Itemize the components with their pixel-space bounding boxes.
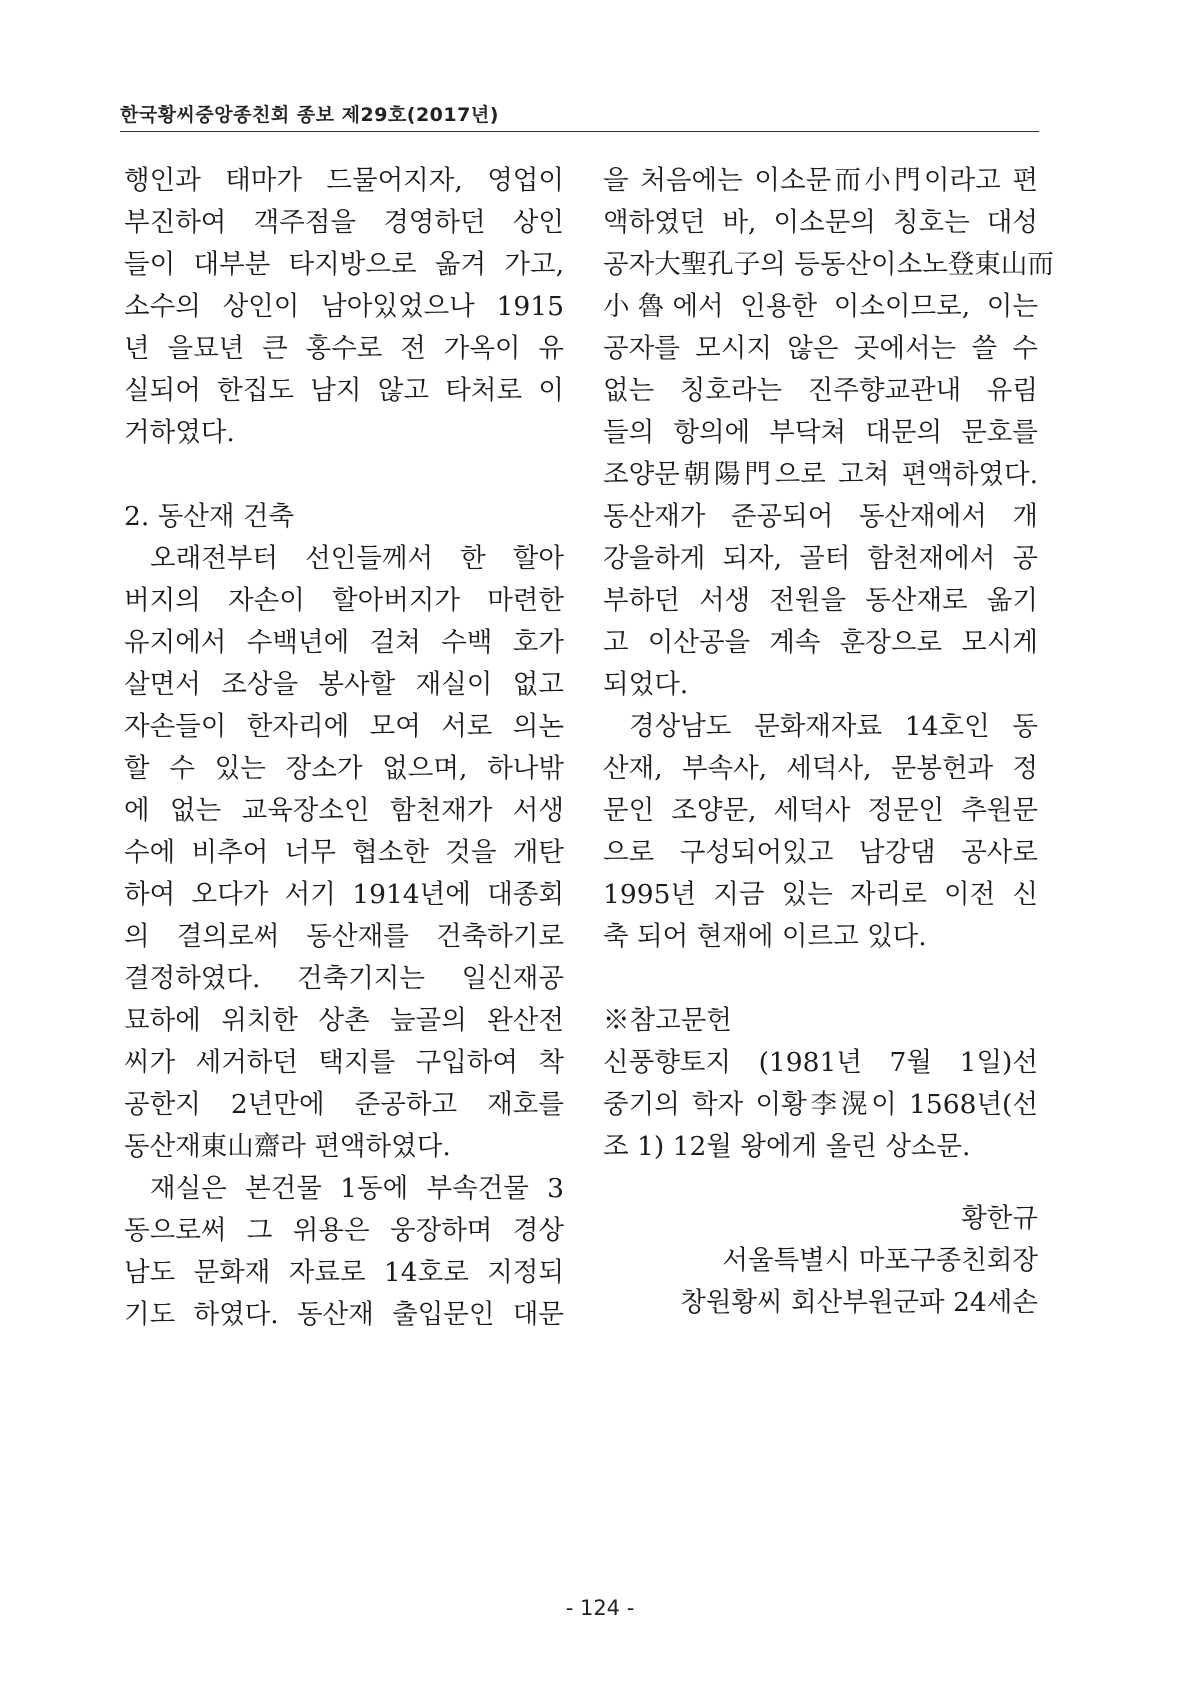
text-line: 산재, 부속사, 세덕사, 문봉헌과 정	[603, 753, 1038, 784]
text-line: 들이 대부분 타지방으로 옮겨 가고,	[124, 249, 564, 280]
text-line: 으로 구성되어있고 남강댐 공사로	[603, 837, 1038, 868]
text-line: 오래전부터 선인들께서 한 할아	[150, 543, 564, 574]
author-name: 황한규	[961, 1203, 1038, 1234]
text-line: 버지의 자손이 할아버지가 마련한	[124, 585, 564, 616]
left-text-column	[124, 160, 564, 1336]
text-line: 조양문朝陽門으로 고쳐 편액하였다.	[603, 459, 1038, 490]
references-heading: ※참고문헌	[603, 1005, 732, 1036]
reference-line: 중기의 학자 이황李滉이 1568년(선	[603, 1089, 1038, 1120]
signature-gap	[603, 1168, 1038, 1198]
reference-line: 신풍향토지 (1981년 7월 1일)선	[603, 1047, 1038, 1078]
right-text-column	[603, 160, 1054, 1324]
section-heading: 2. 동산재 건축	[124, 501, 295, 532]
text-line: 축 되어 현재에 이르고 있다.	[603, 921, 927, 952]
text-line: 거하였다.	[124, 417, 235, 448]
text-line: 유지에서 수백년에 걸쳐 수백 호가	[124, 627, 564, 658]
blank-line	[124, 454, 564, 496]
text-line: 묘하에 위치한 상촌 늪골의 완산전	[124, 1005, 564, 1036]
text-line: 공한지 2년만에 준공하고 재호를	[124, 1089, 564, 1120]
header-divider	[120, 131, 1039, 132]
text-line: 수에 비추어 너무 협소한 것을 개탄	[124, 837, 564, 868]
text-line: 기도 하였다. 동산재 출입문인 대문	[124, 1299, 564, 1330]
text-line: 동산재東山齋라 편액하였다.	[124, 1131, 451, 1162]
text-line: 하여 오다가 서기 1914년에 대종회	[124, 879, 564, 910]
text-line: 살면서 조상을 봉사할 재실이 없고	[124, 669, 564, 700]
text-line: 액하였던 바, 이소문의 칭호는 대성	[603, 207, 1038, 238]
text-line: 동으로써 그 위용은 웅장하며 경상	[124, 1215, 564, 1246]
text-line: 小魯에서 인용한 이소이므로, 이는	[603, 291, 1038, 322]
running-header: 한국황씨중앙종친회 종보 제29호(2017년)	[120, 104, 499, 126]
text-line: 1995년 지금 있는 자리로 이전 신	[603, 879, 1038, 910]
text-line: 재실은 본건물 1동에 부속건물 3	[150, 1173, 564, 1204]
text-line: 행인과 태마가 드물어지자, 영업이	[124, 165, 564, 196]
blank-line	[603, 958, 1038, 1000]
text-line: 강을하게 되자, 골터 함천재에서 공	[603, 543, 1038, 574]
text-line: 문인 조양문, 세덕사 정문인 추원문	[603, 795, 1038, 826]
text-line: 부하던 서생 전원을 동산재로 옮기	[603, 585, 1038, 616]
author-title: 서울특별시 마포구종친회장	[722, 1245, 1038, 1276]
text-line: 없는 칭호라는 진주향교관내 유림	[603, 375, 1038, 406]
text-line: 고 이산공을 계속 훈장으로 모시게	[603, 627, 1038, 658]
text-line: 씨가 세거하던 택지를 구입하여 착	[124, 1047, 564, 1078]
text-line: 공자를 모시지 않은 곳에서는 쓸 수	[603, 333, 1038, 364]
text-line: 부진하여 객주점을 경영하던 상인	[124, 207, 564, 238]
text-line: 동산재가 준공되어 동산재에서 개	[603, 501, 1038, 532]
text-line: 공자大聖孔子의 등동산이소노登東山而	[603, 249, 1054, 280]
page-number: - 124 -	[565, 1596, 635, 1620]
text-line: 소수의 상인이 남아있었으나 1915	[124, 291, 564, 322]
author-lineage: 창원황씨 회산부원군파 24세손	[680, 1287, 1038, 1318]
reference-line: 조 1) 12월 왕에게 올린 상소문.	[603, 1131, 971, 1162]
text-line: 의 결의로써 동산재를 건축하기로	[124, 921, 564, 952]
text-line: 할 수 있는 장소가 없으며, 하나밖	[124, 753, 564, 784]
text-line: 들의 항의에 부닥쳐 대문의 문호를	[603, 417, 1038, 448]
text-line: 되었다.	[603, 669, 689, 700]
text-line: 경상남도 문화재자료 14호인 동	[629, 711, 1038, 742]
text-line: 에 없는 교육장소인 함천재가 서생	[124, 795, 564, 826]
text-line: 을 처음에는 이소문而小門이라고 편	[603, 165, 1038, 196]
text-line: 자손들이 한자리에 모여 서로 의논	[124, 711, 564, 742]
text-line: 남도 문화재 자료로 14호로 지정되	[124, 1257, 564, 1288]
text-line: 년 을묘년 큰 홍수로 전 가옥이 유	[124, 333, 564, 364]
text-line: 실되어 한집도 남지 않고 타처로 이	[124, 375, 564, 406]
text-line: 결정하였다. 건축기지는 일신재공	[124, 963, 564, 994]
